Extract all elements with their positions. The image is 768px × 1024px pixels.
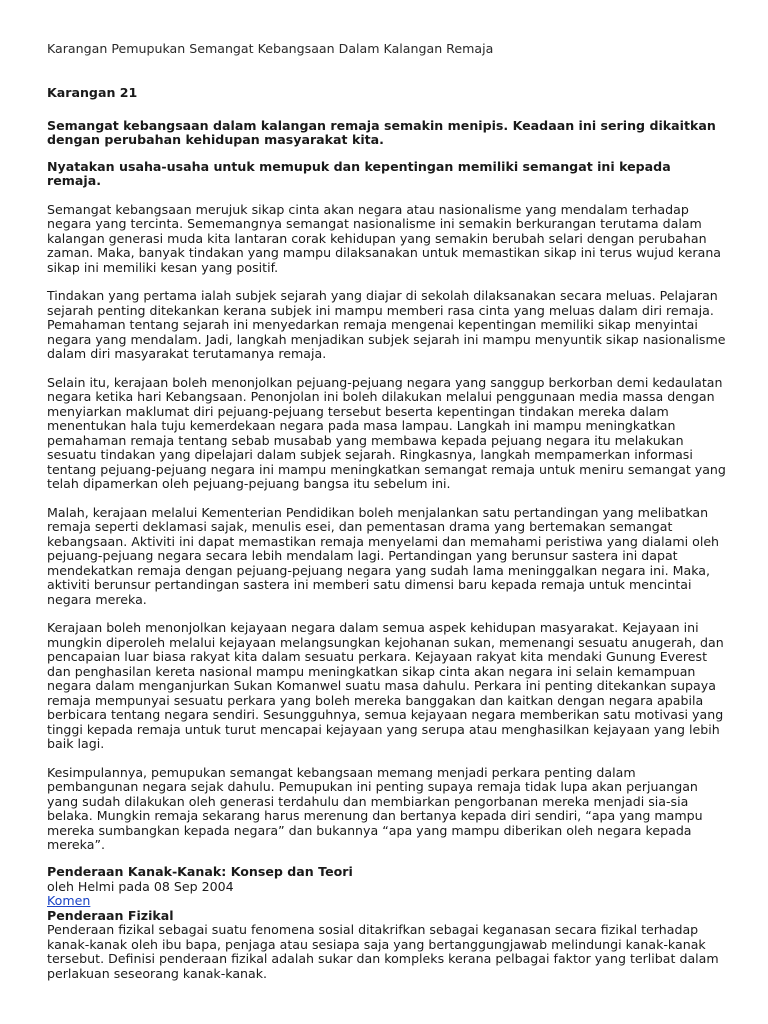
article-title: Penderaan Kanak-Kanak: Konsep dan Teori [47,864,353,879]
article-byline: oleh Helmi pada 08 Sep 2004 [47,878,234,894]
article-paragraph: Penderaan fizikal sebagai suatu fenomena sosial ditakrifkan sebagai keganasan secara fizikal terhadap kanak-kanak oleh ibu bapa, penjaga atau sesiapa saja yang bertanggungjawab melindungi kanak-kanak tersebut. Definisi penderaan fizikal adalah sukar dan kompleks kerana pelbagai faktor yang terlibat dalam perlakuan seseorang kanak-kanak. [47,922,719,981]
essay-question-task: Nyatakan usaha-usaha untuk memupuk dan kepentingan memiliki semangat ini kepada remaja. [47,158,671,188]
article-section [47,865,727,981]
section-heading: Penderaan Fizikal [47,907,174,923]
comment-link[interactable]: Komen [47,893,91,908]
essay-section [47,86,727,867]
essay-number: Karangan 21 [47,85,138,100]
essay-paragraph-2: Selain itu, kerajaan boleh menonjolkan pejuang-pejuang negara yang sanggup berkorban demi kedaulatan negara ketika hari Kebangsaan. Penonjolan ini boleh dilakukan melalui penggunaan media massa dengan menyiarkan maklumat diri pejuang-pejuang tersebut beserta kepentingan tindakan mereka dalam menentukan hala tuju kemerdekaan negara pada masa lampau. Langkah ini mampu meningkatkan pemahaman remaja tentang sebab musabab yang membawa kepada pejuang negara itu melakukan sesuatu tindakan yang dipelajari dalam subjek sejarah. Ringkasnya, langkah mempamerkan informasi tentang pejuang-pejuang negara ini mampu meningkatkan semangat remaja untuk meniru semangat yang telah dipamerkan oleh pejuang-pejuang bangsa itu sebelum ini. [47,374,726,491]
essay-paragraph-3: Malah, kerajaan melalui Kementerian Pendidikan boleh menjalankan satu pertandingan yang melibatkan remaja seperti deklamasi sajak, menulis esei, dan pementasan drama yang bertemakan semangat kebangsaan. Aktiviti ini dapat memastikan remaja menyelami dan memahami peristiwa yang dialami oleh pejuang-pejuang negara secara lebih mendalam lagi. Pertandingan yang berunsur sastera ini dapat mendekatkan remaja dengan pejuang-pejuang negara yang sudah lama meninggalkan negara ini. Maka, aktiviti berunsur pertandingan sastera ini memberi satu dimensi baru kepada remaja untuk mencintai negara mereka. [47,504,720,607]
essay-paragraph-conclusion: Kesimpulannya, pemupukan semangat kebangsaan memang menjadi perkara penting dalam pembangunan negara sejak dahulu. Pemupukan ini penting supaya remaja tidak lupa akan perjuangan yang sudah dilakukan oleh generasi terdahulu dan membiarkan pengorbanan mereka menjadi sia-sia belaka. Mungkin remaja sekarang harus merenung dan bertanya kepada diri sendiri, “apa yang mampu mereka sumbangkan kepada negara” dan bukannya “apa yang mampu diberikan oleh negara kepada mereka”. [47,764,703,852]
essay-paragraph-4: Kerajaan boleh menonjolkan kejayaan negara dalam semua aspek kehidupan masyarakat. Kejayaan ini mungkin diperoleh melalui kejayaan melangsungkan kejohanan sukan, memenangi sesuatu anugerah, dan pencapaian luar biasa rakyat kita dalam sesuatu perkara. Kejayaan rakyat kita mendaki Gunung Everest dan penghasilan kereta nasional mampu meningkatkan sikap cinta akan negara ini selain kemampuan negara dalam menganjurkan Sukan Komanwel suatu masa dahulu. Perkara ini penting ditekankan supaya remaja mempunyai sesuatu perkara yang boleh mereka banggakan dan kaitkan dengan negara apabila berbicara tentang negara sendiri. Sesungguhnya, semua kejayaan negara memberikan satu motivasi yang tinggi kepada remaja untuk turut mencapai kejayaan yang serupa atau menghasilkan kejayaan yang lebih baik lagi. [47,620,724,751]
document-title: Karangan Pemupukan Semangat Kebangsaan Dalam Kalangan Remaja [47,41,494,56]
essay-paragraph-1: Tindakan yang pertama ialah subjek sejarah yang diajar di sekolah dilaksanakan secara meluas. Pelajaran sejarah penting ditekankan kerana subjek ini mampu memberi rasa cinta yang meluas dalam diri remaja. Pemahaman tentang sejarah ini menyedarkan remaja mengenai kepentingan memiliki sikap menyintai negara yang mendalam. Jadi, langkah menjadikan subjek sejarah ini mampu menyuntik sikap nasionalisme dalam diri masyarakat terutamanya remaja. [47,288,726,361]
essay-paragraph-intro: Semangat kebangsaan merujuk sikap cinta akan negara atau nasionalisme yang mendalam terhadap negara yang tercinta. Sememangnya semangat nasionalisme ini semakin berkurangan terutama dalam kalangan generasi muda kita lantaran corak kehidupan yang semakin berubah selari dengan perubahan zaman. Maka, banyak tindakan yang mampu dilaksanakan untuk memastikan sikap ini terus wujud kerana sikap ini memiliki kesan yang positif. [47,201,722,275]
essay-question-statement: Semangat kebangsaan dalam kalangan remaja semakin menipis. Keadaan ini sering dikaitkan dengan perubahan kehidupan masyarakat kita. [47,117,716,147]
